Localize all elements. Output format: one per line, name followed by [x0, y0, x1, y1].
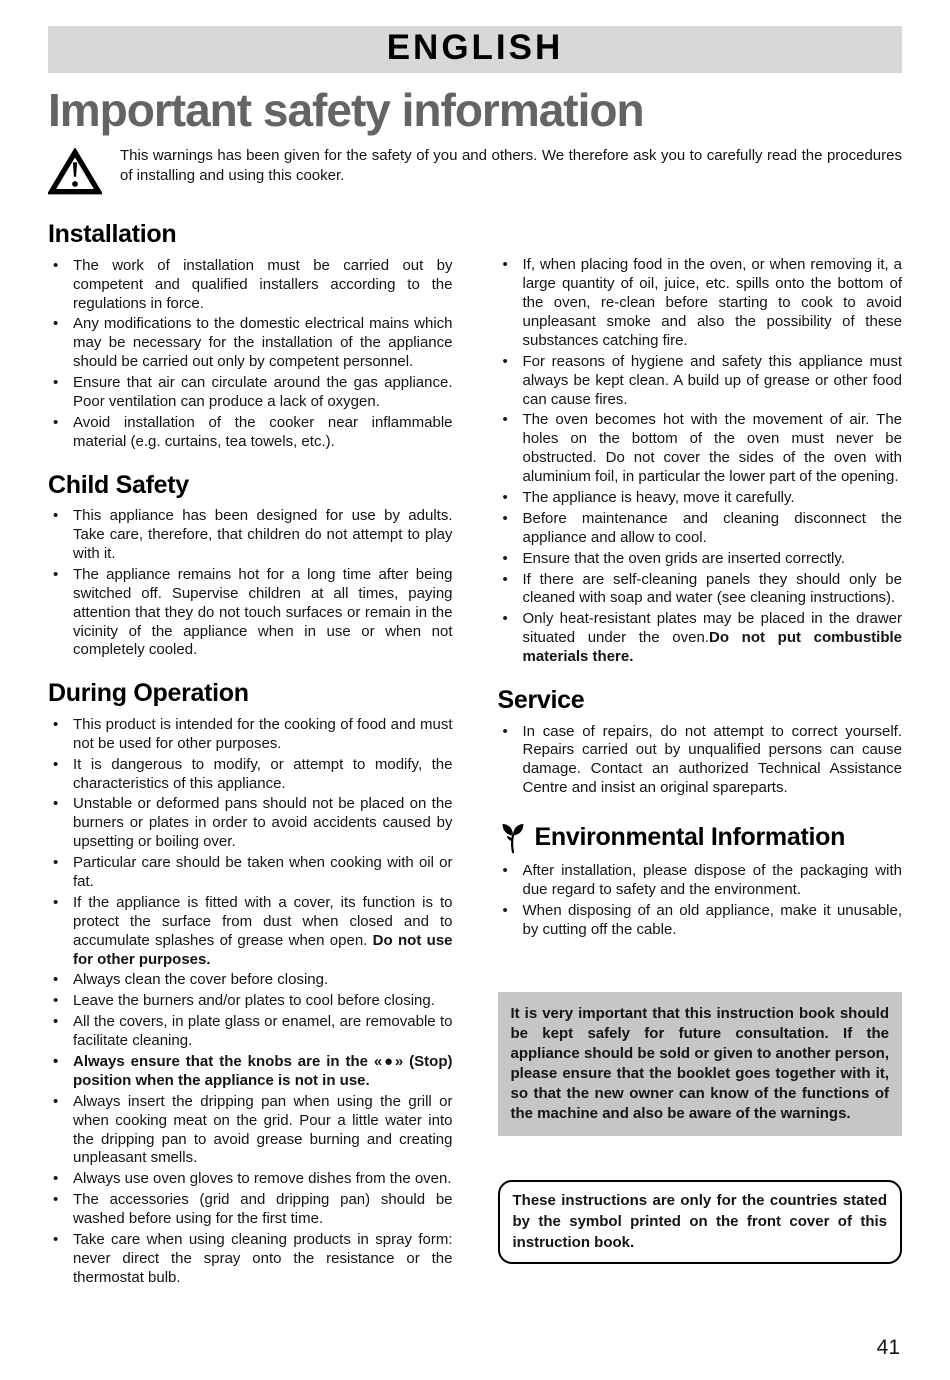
- during-operation-continued-list: [498, 256, 903, 667]
- list-item: • It is dangerous to modify, or attempt to modify, the characteristics of this appliance.: [48, 756, 453, 794]
- list-item: • Only heat-resistant plates may be placed in the drawer situated under the oven.Do not put combustible materials there.: [498, 610, 903, 667]
- section-heading-environmental-label: Environmental Information: [534, 823, 846, 852]
- list-item: • After installation, please dispose of the packaging with due regard to safety and the environment.: [498, 862, 903, 900]
- list-item: • Always use oven gloves to remove dishes from the oven.: [48, 1170, 453, 1189]
- service-list: [498, 723, 903, 799]
- section-heading-environmental: [498, 822, 903, 854]
- manual-page: [48, 26, 902, 1359]
- list-item: • The appliance remains hot for a long time after being switched off. Supervise children at all times, paying attention that they do not touch surfaces or remain in the vicinity of the appliance when in use or when not completely cooled.: [48, 566, 453, 660]
- section-heading-service: Service: [497, 686, 585, 714]
- list-item: • In case of repairs, do not attempt to correct yourself. Repairs carried out by unqualified persons can cause damage. Contact an authorized Technical Assistance Centre and insist an original spareparts.: [498, 723, 903, 799]
- section-heading-during-operation: During Operation: [48, 679, 249, 708]
- warning-note: This warnings has been given for the safety of you and others. We therefore ask you to carefully read the procedures of installing and using this cooker.: [120, 147, 902, 185]
- two-column-body: [48, 209, 902, 1289]
- during-operation-list: [48, 716, 453, 1288]
- right-column: [498, 209, 903, 1289]
- list-item: • If, when placing food in the oven, or when removing it, a large quantity of oil, juice, etc. spills onto the bottom of the oven, re-clean before starting to cook to avoid unpleasant smoke and also the possibility of these substances catching fire.: [498, 256, 903, 350]
- page-title: Important safety information: [48, 84, 644, 136]
- list-item: • Always ensure that the knobs are in the «●» (Stop) position when the appliance is not in use.: [48, 1053, 453, 1091]
- list-item: • This appliance has been designed for use by adults. Take care, therefore, that children do not attempt to play with it.: [48, 507, 453, 564]
- installation-list: [48, 257, 453, 452]
- list-item: • If the appliance is fitted with a cover, its function is to protect the surface from dust when closed and to accumulate splashes of grease when open. Do not use for other purposes.: [48, 894, 453, 970]
- list-item: • Any modifications to the domestic electrical mains which may be necessary for the installation of the appliance should be carried out only by competent personnel.: [48, 315, 453, 372]
- plant-icon: [498, 822, 528, 854]
- list-item: • The appliance is heavy, move it carefully.: [498, 489, 903, 508]
- list-item: • When disposing of an old appliance, make it unusable, by cutting off the cable.: [498, 902, 903, 940]
- page-number: 41: [876, 1336, 900, 1359]
- list-item: • This product is intended for the cooking of food and must not be used for other purposes.: [48, 716, 453, 754]
- list-item: • Leave the burners and/or plates to cool before closing.: [48, 992, 453, 1011]
- list-item: • Always insert the dripping pan when using the grill or when cooking meat on the grid. Pour a little water into the dripping pan to avoid grease burning and creating unpleasant smells.: [48, 1093, 453, 1169]
- warning-note-row: [48, 146, 902, 201]
- keep-booklet-notice: It is very important that this instruction book should be kept safely for future consultation. If the appliance should be sold or given to another person, please ensure that the booklet goes together with it, so that the new owner can know of the functions of the machine and also be aware of the warnings.: [498, 992, 903, 1137]
- warning-triangle-icon: [48, 148, 102, 201]
- left-column: [48, 209, 453, 1289]
- countries-notice: These instructions are only for the countries stated by the symbol printed on the front cover of this instruction book.: [498, 1180, 903, 1264]
- child-safety-list: [48, 507, 453, 660]
- list-item: • For reasons of hygiene and safety this appliance must always be kept clean. A build up of grease or other food can cause fires.: [498, 353, 903, 410]
- list-item: • If there are self-cleaning panels they should only be cleaned with soap and water (see cleaning instructions).: [498, 571, 903, 609]
- list-item: • Ensure that air can circulate around the gas appliance. Poor ventilation can produce a lack of oxygen.: [48, 374, 453, 412]
- list-item: • Always clean the cover before closing.: [48, 971, 453, 990]
- list-item: • Unstable or deformed pans should not be placed on the burners or plates in order to avoid accidents caused by upsetting or boiling over.: [48, 795, 453, 852]
- list-item: • Take care when using cleaning products in spray form: never direct the spray onto the resistance or the thermostat bulb.: [48, 1231, 453, 1288]
- section-heading-child-safety: Child Safety: [48, 470, 189, 499]
- list-item: • Before maintenance and cleaning disconnect the appliance and allow to cool.: [498, 510, 903, 548]
- list-item: • The accessories (grid and dripping pan) should be washed before using for the first time.: [48, 1191, 453, 1229]
- list-item: • Ensure that the oven grids are inserted correctly.: [498, 550, 903, 569]
- list-item: • Particular care should be taken when cooking with oil or fat.: [48, 854, 453, 892]
- section-heading-installation: Installation: [48, 220, 177, 249]
- environmental-list: [498, 862, 903, 940]
- list-item: • All the covers, in plate glass or enamel, are removable to facilitate cleaning.: [48, 1013, 453, 1051]
- list-item: • The work of installation must be carried out by competent and qualified installers according to the regulations in force.: [48, 257, 453, 314]
- list-item: • The oven becomes hot with the movement of air. The holes on the bottom of the oven must never be obstructed. Do not cover the sides of the oven with aluminium foil, in particular the lower part of the opening.: [498, 411, 903, 487]
- language-banner: ENGLISH: [48, 26, 902, 73]
- list-item: • Avoid installation of the cooker near inflammable material (e.g. curtains, tea towels, etc.).: [48, 414, 453, 452]
